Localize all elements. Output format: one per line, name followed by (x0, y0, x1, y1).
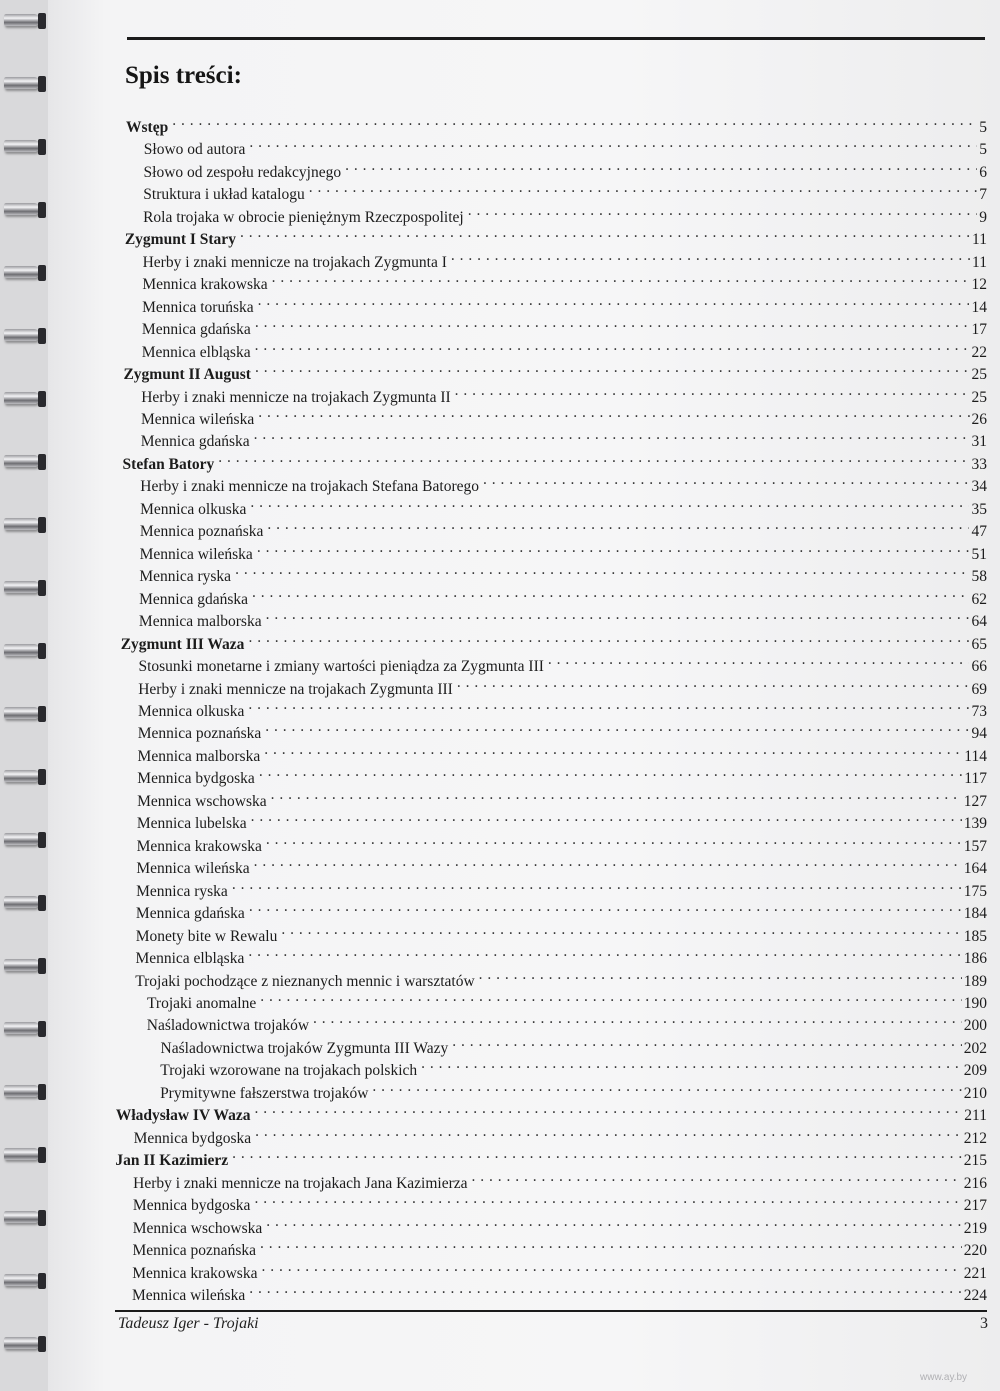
toc-entry-page: 220 (963, 1242, 987, 1260)
toc-entry-label: Mennica wileńska (141, 411, 255, 428)
toc-entry-label: Mennica wschowska (137, 792, 267, 810)
toc-entry-page: 185 (963, 927, 987, 945)
toc-entry-page: 184 (963, 905, 987, 923)
toc-entry-label: Mennica poznańska (132, 1242, 256, 1260)
toc-entry-page: 139 (963, 815, 987, 833)
toc-leader-dots (248, 696, 969, 716)
toc-entry-label: Mennica krakowska (132, 1264, 258, 1282)
toc-entry (139, 584, 987, 608)
toc-entry (136, 876, 987, 900)
toc-leader-dots (313, 1010, 962, 1030)
toc-entry (132, 1213, 987, 1237)
toc-leader-dots (260, 1235, 962, 1255)
toc-entry-page: 190 (963, 995, 987, 1012)
toc-entry-label: Monety bite w Rewalu (135, 927, 278, 945)
toc-entry-page: 33 (971, 455, 987, 473)
toc-leader-dots (451, 247, 970, 267)
toc-entry-label: Herby i znaki mennicze na trojakach Jana Kazimierza (133, 1174, 468, 1192)
toc-entry-page: 5 (979, 141, 987, 159)
toc-entry-page: 5 (979, 119, 987, 136)
toc-entry (142, 292, 987, 316)
toc-leader-dots (255, 359, 970, 379)
toc-entry-label: Jan II Kazimierz (115, 1152, 229, 1170)
toc-entry-label: Mennica wileńska (139, 545, 253, 563)
toc-entry (160, 1033, 987, 1057)
toc-entry-page: 65 (971, 635, 987, 653)
toc-leader-dots (258, 292, 970, 312)
toc-entry-page: 202 (963, 1039, 987, 1057)
toc-entry (143, 202, 987, 226)
toc-leader-dots (455, 382, 970, 402)
toc-entry (140, 494, 987, 518)
toc-entry-label: Mennica ryska (139, 568, 232, 586)
toc-entry-label: Rola trojaka w obrocie pieniężnym Rzeczpospolitej (143, 208, 464, 226)
toc-entry-label: Prymitywne fałszerstwa trojaków (160, 1084, 369, 1102)
toc-entry-label: Mennica bydgoska (132, 1197, 251, 1215)
toc-leader-dots (266, 1213, 961, 1233)
toc-entry-label: Mennica ryska (136, 882, 228, 900)
toc-entry-label: Herby i znaki mennicze na trojakach Stefana Batorego (140, 478, 479, 496)
watermark: www.ay.by (920, 1372, 968, 1383)
toc-entry-label: Naśladownictwa trojaków Zygmunta III Wazy (160, 1039, 449, 1057)
toc-leader-dots (272, 269, 970, 289)
toc-leader-dots (172, 112, 977, 132)
toc-entry-label: Mennica olkuska (138, 703, 245, 720)
toc-entry-label: Mennica wileńska (136, 860, 250, 878)
toc-entry (138, 696, 987, 720)
toc-leader-dots (255, 1123, 962, 1143)
toc-section (120, 629, 987, 653)
toc-entry-page: 219 (963, 1219, 987, 1237)
toc-entry-page: 62 (971, 590, 987, 608)
toc-entry-page: 210 (963, 1084, 987, 1102)
toc-entry-page: 47 (971, 523, 987, 541)
toc-entry-label: Zygmunt I Stary (124, 231, 236, 249)
toc-entry-page: 12 (971, 276, 987, 294)
footer-page-number: 3 (980, 1315, 988, 1332)
toc-entry-label: Stefan Batory (122, 455, 215, 473)
toc-entry (143, 134, 987, 159)
toc-entry (142, 247, 987, 271)
toc-entry-label: Trojaki anomalne (147, 995, 257, 1012)
footer-author: Tadeusz Iger - Trojaki (118, 1315, 259, 1332)
toc-entry-page: 64 (971, 613, 987, 631)
toc-section (126, 112, 987, 136)
toc-entry-page: 22 (971, 343, 987, 361)
toc-section (123, 359, 987, 384)
toc-leader-dots (372, 1078, 961, 1098)
toc-entry-page: 114 (964, 747, 987, 765)
toc-entry-label: Mennica gdańska (139, 590, 249, 608)
toc-entry-label: Trojaki pochodzące z nieznanych mennic i warsztatów (135, 972, 475, 990)
toc-leader-dots (258, 404, 969, 424)
toc-entry-label: Mennica bydgoska (133, 1129, 252, 1147)
toc-entry-label: Mennica poznańska (139, 523, 264, 541)
toc-entry (135, 943, 987, 968)
toc-entry (136, 831, 987, 855)
toc-entry (135, 966, 987, 990)
toc-entry (138, 674, 987, 698)
toc-entry (136, 853, 987, 878)
toc-section (115, 1100, 987, 1125)
toc-entry-label: Herby i znaki mennicze na trojakach Zygmunta II (141, 388, 451, 406)
toc-entry (141, 382, 987, 406)
toc-entry-page: 51 (971, 545, 987, 563)
toc-entry-page: 200 (963, 1017, 987, 1035)
toc-entry-label: Mennica gdańska (135, 905, 245, 923)
toc-entry (137, 763, 987, 788)
toc-leader-dots (254, 1190, 961, 1210)
toc-leader-dots (251, 808, 962, 828)
toc-leader-dots (252, 584, 969, 604)
toc-entry-label: Herby i znaki mennicze na trojakach Zygmunta I (142, 253, 447, 271)
toc-entry (142, 269, 987, 294)
toc-entry-page: 211 (964, 1107, 987, 1125)
toc-entry (160, 1055, 987, 1080)
toc-entry-page: 73 (971, 703, 987, 720)
toc-leader-dots (249, 134, 977, 154)
toc-entry (146, 1010, 987, 1035)
toc-entry-page: 127 (963, 792, 987, 810)
toc-entry-label: Mennica krakowska (142, 276, 268, 294)
toc-entry (135, 898, 987, 923)
toc-leader-dots (452, 1033, 961, 1053)
toc-entry (132, 1258, 987, 1282)
toc-entry-label: Herby i znaki mennicze na trojakach Zygmunta III (138, 680, 453, 698)
toc-entry (143, 157, 987, 181)
toc-entry-label: Zygmunt II August (123, 366, 251, 384)
toc-section (124, 224, 987, 249)
toc-entry-page: 164 (963, 860, 987, 878)
toc-leader-dots (240, 224, 970, 244)
toc-entry-page: 58 (971, 568, 987, 586)
toc-entry-page: 14 (971, 298, 987, 316)
toc-entry-label: Mennica wileńska (132, 1287, 246, 1304)
toc-leader-dots (309, 179, 978, 199)
toc-leader-dots (264, 741, 962, 761)
toc-entry-label: Mennica elbląska (141, 343, 251, 361)
toc-leader-dots (232, 876, 962, 896)
toc-entry-label: Mennica malborska (138, 613, 262, 631)
toc-leader-dots (281, 921, 961, 941)
toc-leader-dots (261, 1258, 961, 1278)
toc-entry-page: 189 (963, 972, 987, 990)
toc-entry-page: 7 (979, 186, 987, 204)
toc-entry-page: 31 (971, 433, 987, 451)
toc-entry-label: Mennica lubelska (136, 815, 247, 833)
bottom-rule (115, 1310, 987, 1312)
toc-entry-page: 34 (971, 478, 987, 496)
toc-entry (132, 1280, 987, 1304)
toc-entry-label: Naśladownictwa trojaków (146, 1017, 310, 1035)
toc-entry-label: Zygmunt III Waza (120, 635, 245, 653)
toc-leader-dots (479, 966, 962, 986)
toc-entry-page: 157 (963, 837, 987, 855)
toc-entry-page: 17 (971, 321, 987, 339)
toc-entry (160, 1078, 987, 1102)
toc-leader-dots (468, 202, 978, 222)
toc-entry (141, 404, 987, 428)
toc-leader-dots (218, 449, 969, 469)
toc-entry-page: 217 (963, 1197, 987, 1215)
toc-leader-dots (267, 516, 969, 536)
toc-entry-label: Mennica toruńska (142, 298, 254, 316)
toc-leader-dots (266, 831, 962, 851)
toc-leader-dots (248, 629, 969, 649)
toc-entry (137, 786, 987, 810)
toc-entry (133, 1168, 987, 1192)
toc-leader-dots (421, 1055, 962, 1075)
toc-leader-dots (248, 943, 961, 963)
toc-entry (140, 426, 987, 451)
toc-entry-page: 117 (964, 770, 987, 788)
toc-entry (147, 988, 987, 1012)
toc-entry-label: Władysław IV Waza (115, 1107, 251, 1125)
toc-leader-dots (457, 674, 970, 694)
toc-entry (143, 179, 987, 204)
toc-entry (141, 314, 987, 339)
toc-entry (137, 718, 987, 743)
toc-section (122, 449, 987, 473)
toc-entry-label: Mennica wschowska (132, 1219, 263, 1237)
toc-entry (139, 539, 987, 563)
toc-entry-page: 6 (979, 163, 987, 181)
toc-leader-dots (345, 157, 977, 177)
toc-leader-dots (255, 1100, 963, 1120)
toc-entry-page: 69 (971, 680, 987, 698)
toc-leader-dots (472, 1168, 962, 1188)
toc-entry (135, 921, 987, 945)
toc-entry (137, 741, 987, 765)
toc-entry-label: Słowo od autora (143, 141, 246, 159)
toc-section (115, 1145, 987, 1170)
toc-entry-page: 25 (971, 366, 987, 384)
toc-entry-label: Mennica bydgoska (137, 770, 255, 788)
toc-entry-page: 9 (979, 208, 987, 226)
toc-entry-label: Mennica olkuska (140, 500, 247, 518)
toc-entry-page: 175 (963, 882, 987, 900)
toc-entry-label: Mennica elbląska (135, 950, 245, 968)
toc-entry-page: 35 (971, 500, 987, 518)
toc-leader-dots (232, 1145, 962, 1165)
toc-entry-label: Mennica poznańska (137, 725, 262, 743)
toc-entry-page: 216 (963, 1174, 987, 1192)
toc-entry (138, 606, 987, 631)
toc-entry-page: 209 (963, 1062, 987, 1080)
toc-leader-dots (235, 561, 969, 581)
toc-entry-page: 26 (971, 411, 987, 428)
toc-entry (136, 808, 987, 833)
page-title: Spis treści: (125, 62, 242, 89)
toc-entry-page: 11 (972, 231, 987, 249)
toc-entry-label: Trojaki wzorowane na trojakach polskich (160, 1062, 418, 1080)
toc-leader-dots (548, 651, 970, 671)
toc-entry-page: 224 (963, 1287, 987, 1304)
toc-entry-page: 186 (963, 950, 987, 968)
toc-entry (132, 1235, 987, 1260)
toc-leader-dots (255, 337, 970, 357)
toc-leader-dots (260, 988, 962, 1008)
toc-entry (133, 1123, 987, 1147)
toc-entry-page: 94 (971, 725, 987, 743)
toc-entry-label: Mennica gdańska (140, 433, 250, 451)
toc-entry (139, 561, 987, 586)
toc-leader-dots (254, 853, 962, 873)
toc-leader-dots (249, 1280, 962, 1300)
toc-leader-dots (255, 314, 970, 334)
toc-leader-dots (249, 898, 962, 918)
toc-entry (140, 471, 987, 496)
toc-leader-dots (259, 763, 962, 783)
toc-leader-dots (483, 471, 969, 491)
toc-entry-label: Mennica krakowska (136, 837, 262, 855)
toc-entry (141, 337, 987, 361)
toc-leader-dots (266, 606, 970, 626)
toc-entry-label: Mennica malborska (137, 747, 261, 765)
toc-entry-label: Struktura i układ katalogu (143, 186, 305, 204)
toc-entry (132, 1190, 987, 1215)
toc-leader-dots (265, 718, 969, 738)
toc-entry-label: Mennica gdańska (141, 321, 251, 339)
toc-entry-page: 66 (971, 658, 987, 676)
toc-leader-dots (250, 494, 969, 514)
toc-entry (138, 651, 987, 676)
toc-entry (139, 516, 987, 541)
toc-entry-label: Słowo od zespołu redakcyjnego (143, 163, 342, 181)
toc-entry-label: Stosunki monetarne i zmiany wartości pieniądza za Zygmunta III (138, 658, 544, 676)
toc-entry-page: 221 (963, 1264, 987, 1282)
toc-leader-dots (257, 539, 970, 559)
toc-entry-label: Wstęp (126, 119, 169, 136)
toc-entry-page: 11 (972, 253, 987, 271)
toc-entry-page: 215 (963, 1152, 987, 1170)
toc-leader-dots (254, 426, 970, 446)
toc-entry-page: 212 (963, 1129, 987, 1147)
toc-entry-page: 25 (971, 388, 987, 406)
toc-leader-dots (271, 786, 962, 806)
